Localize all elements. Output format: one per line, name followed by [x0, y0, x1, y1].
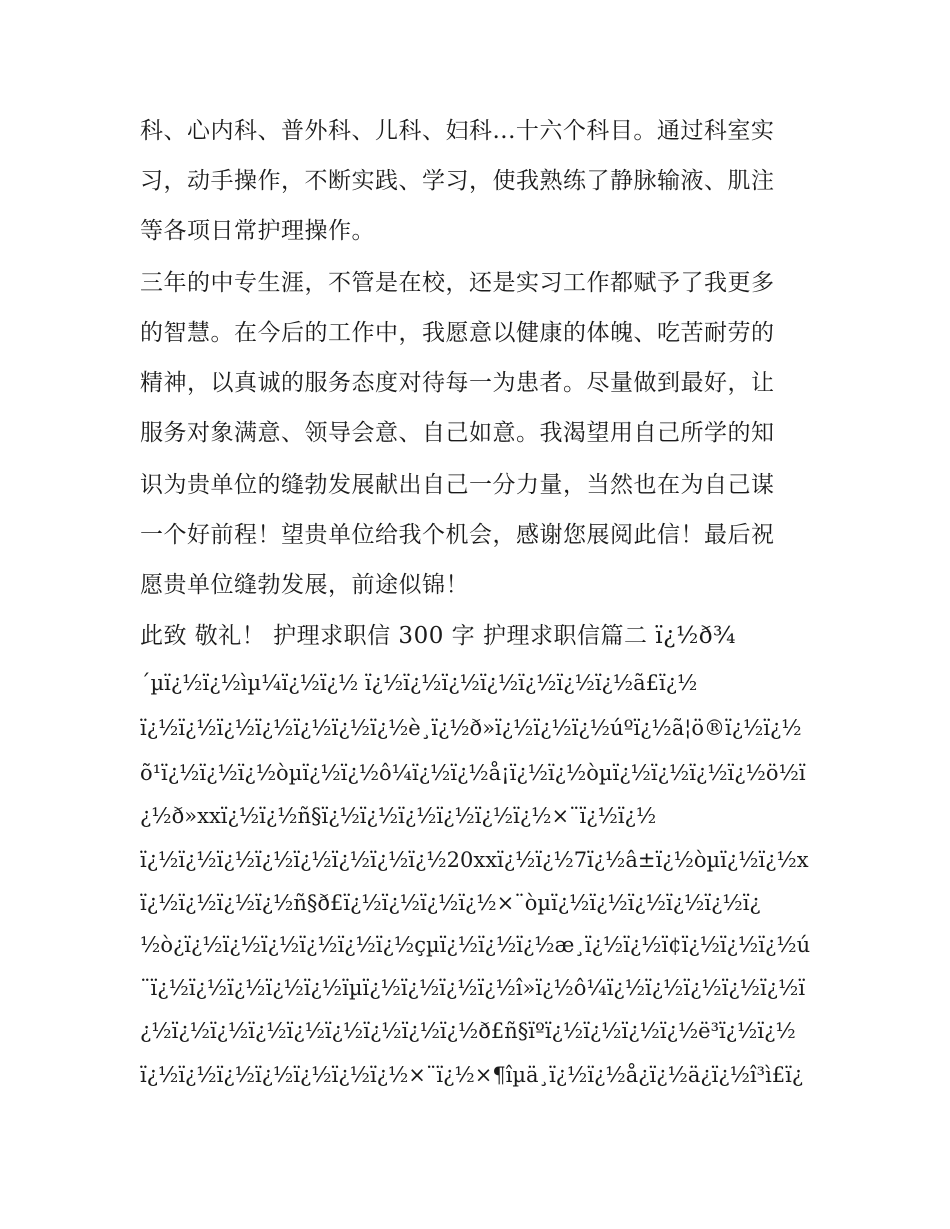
garbled-text-line: õ¹ï¿½ï¿½ï¿½òµï¿½ï¿½ô¼ï¿½ï¿½å¡ï¿½ï¿½òµï¿½ï¿½ï¿½ï¿½ö½ï: [140, 761, 806, 785]
garbled-text-line: ¿½ð»xxï¿½ï¿½ñ§ï¿½ï¿½ï¿½ï¿½ï¿½ï¿½×¨ï¿½ï¿½: [140, 804, 657, 828]
garbled-text-line: ï¿½ï¿½ï¿½ï¿½ï¿½ï¿½ï¿½ï¿½20xxï¿½ï¿½7ï¿½â±ï¿½òµï¿½ï¿½x: [140, 848, 809, 872]
text-line: 科、心内科、普外科、儿科、妇科...十六个科目。通过科室实: [140, 118, 775, 144]
garbled-text-line: ï¿½ï¿½ï¿½ï¿½ï¿½ï¿½ï¿½è¸ï¿½ð»ï¿½ï¿½ï¿½úºï¿½ã¦ö®ï¿½ï¿½: [140, 716, 802, 740]
garbled-text-line: ï¿½ï¿½ï¿½ï¿½ñ§ð£ï¿½ï¿½ï¿½ï¿½×¨òµï¿½ï¿½ï¿½ï¿½ï¿½ï¿: [140, 891, 761, 915]
text-line: 精神，以真诚的服务态度对待每一为患者。尽量做到最好，让: [140, 370, 775, 396]
text-line: 习，动手操作，不断实践、学习，使我熟练了静脉输液、肌注: [140, 168, 775, 194]
garbled-text-line: ¨ï¿½ï¿½ï¿½ï¿½ï¿½ïµï¿½ï¿½ï¿½ï¿½î»ï¿½ô¼ï¿½ï¿½ï¿½ï¿½ï¿½ï: [140, 976, 806, 1000]
text-line: 的智慧。在今后的工作中，我愿意以健康的体魄、吃苦耐劳的: [140, 320, 775, 346]
text-line: 一个好前程！望贵单位给我个机会，感谢您展阅此信！最后祝: [140, 522, 775, 548]
garbled-text-line: ¿½ï¿½ï¿½ï¿½ï¿½ï¿½ï¿½ï¿½ï¿½ð£ñ§ïºï¿½ï¿½ï¿½ï¿½ë³ï¿½ï¿½: [140, 1019, 796, 1043]
text-line-heading: 此致 敬礼！ 护理求职信 300 字 护理求职信篇二 ï¿½ð¾: [140, 623, 736, 649]
text-line: 三年的中专生涯，不管是在校，还是实习工作都赋予了我更多: [140, 270, 775, 296]
text-line: 识为贵单位的缝勃发展献出自己一分力量，当然也在为自己谋: [140, 472, 775, 498]
garbled-text-line: ´µï¿½ï¿½ìµ¼ï¿½ï¿½ ï¿½ï¿½ï¿½ï¿½ï¿½ï¿½ï¿½ã£ï¿½: [140, 671, 698, 695]
garbled-text-line: ½ò¿ï¿½ï¿½ï¿½ï¿½ï¿½ï¿½çµï¿½ï¿½ï¿½æ¸ï¿½ï¿½ï¢ï¿½ï¿½ï¿½ú: [140, 933, 811, 957]
text-line: 服务对象满意、领导会意、自己如意。我渴望用自己所学的知: [140, 420, 775, 446]
garbled-text-line: ï¿½ï¿½ï¿½ï¿½ï¿½ï¿½ï¿½×¨ï¿½×¶îµä¸ï¿½ï¿½å¿ï¿½ä¿ï¿½î³ì£ï¿: [140, 1063, 804, 1087]
text-line: 等各项日常护理操作。: [140, 218, 375, 244]
text-line: 愿贵单位缝勃发展，前途似锦！: [140, 572, 469, 598]
